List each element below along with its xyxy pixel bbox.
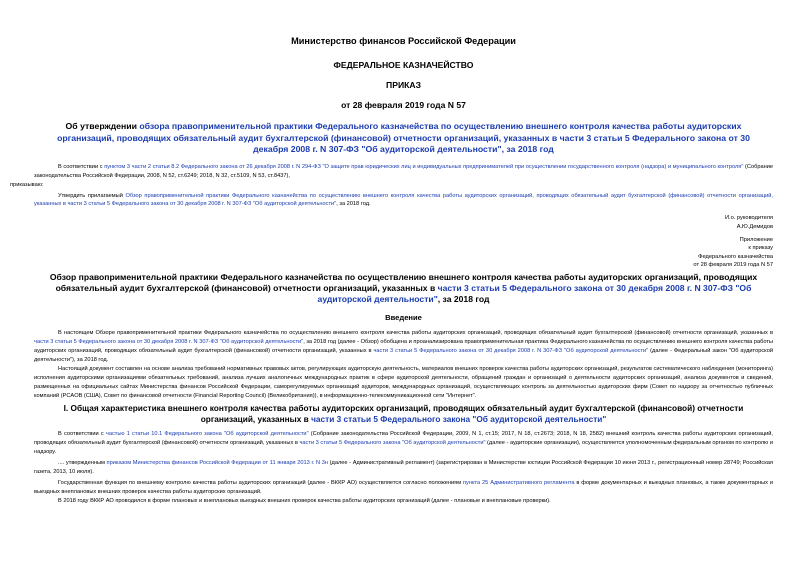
- title-prefix: Об утверждении: [65, 121, 140, 131]
- section1-paragraph-2: [34, 459, 773, 477]
- signature-block: [34, 214, 773, 231]
- intro1-law-link-1[interactable]: части 3 статьи 5 Федерального закона от 30 декабря 2008 г. N 307-ФЗ "Об аудиторской деятельности": [34, 339, 304, 346]
- s1p3-text-2: в форме документарных и выездных плановых, а также документарных и выездных внеплановых внешних проверок качества работы аудиторских организаций.: [34, 479, 773, 495]
- para2-text-1: Утвердить прилагаемый: [58, 192, 126, 199]
- order-paragraph-2: [34, 192, 773, 210]
- s1p4-text: В 2018 году ВККР АО проводился в форме плановых и внеплановых выездных внешних проверок качества работы аудиторских организаций (далее - плановые и внеплановые проверки).: [58, 497, 551, 504]
- doc-type-heading: ПРИКАЗ: [386, 80, 421, 90]
- s1p1-text-3: (далее - аудиторские организации), осуществляется уполномоченным федеральным органом по контролю и надзору.: [34, 440, 773, 456]
- intro1-text-2: , за 2018 год (далее - Обзор) обобщена и проанализирована правоприменительная практика Федерального казначейства по осуществлению внешнего контроля качества работы аудиторских организаций, проводящих обязательный аудит бухгалтерской (финансовой) отчетности организаций, указанных в: [34, 339, 773, 355]
- section1-text: I. Общая характеристика внешнего контроля качества работы аудиторских организаций, проводящих обязательный аудит бухгалтерской (финансовой) отчетности организаций, указанных в: [63, 402, 744, 424]
- intro-paragraph-1: [34, 329, 773, 365]
- intro-heading: Введение: [385, 313, 422, 323]
- para1-text-3: приказываю:: [10, 181, 44, 188]
- s1p1-text-1: В соответствии с: [58, 431, 106, 438]
- intro2-text: Настоящий документ составлен на основе анализа требований нормативных правовых актов, регулирующих аудиторскую деятельность, материалов внешних проверок качества работы аудиторских организаций, результатов систематического наблюдения (мониторинга) исполнения аудиторскими организациями обязательных требований, анализа лучших аналогичных международных практик в сфере аудиторской деятельности, обращений граждан и организаций о деятельности аудиторских организаций, анализа документов и сведений, размещенных на официальных сайтах Министерства финансов Российской Федерации, саморегулируемых организаций аудиторов, международных организаций, осуществляющих контроль за деятельностью аудиторских фирм (Совет по надзору за отчетностью публичных компаний (PCAOB (США), Совет по финансовой отчетности (Financial Reporting Council) (Великобритания)), в информационно-телекоммуникационной сети "Интернет".: [34, 366, 773, 399]
- para1-law-link[interactable]: пунктом 3 части 2 статьи 8.2 Федерального закона от 26 декабря 2008 г. N 294-ФЗ "О защите прав юридических лиц и индивидуальных предпринимателей при осуществлении государственного контроля (надзора) и муниципального контроля": [104, 163, 744, 170]
- s1p1-law-link-2[interactable]: части 3 статьи 5 Федерального закона "Об аудиторской деятельности": [299, 440, 486, 447]
- review-title-text-2: , за 2018 год: [437, 294, 490, 305]
- para2-review-link[interactable]: Обзор правоприменительной практики Федерального казначейства по осуществлению внешнего контроля качества работы аудиторских организаций, проводящих обязательный аудит бухгалтерской (финансовой) отчетности организаций, указанных в части 3 статьи 5 Федерального закона от 30 декабря 2008 г. N 307-ФЗ "Об аудиторской деятельности": [34, 192, 774, 208]
- appendix-line-1: Приложение: [739, 236, 773, 243]
- para1-text-2: (Собрание законодательства Российской Федерации, 2008, N 52, ст.6249; 2018, N 32, ст.5109, N 53, ст.8437),: [34, 163, 773, 179]
- title-link[interactable]: обзора правоприменительной практики Федерального казначейства по осуществлению внешнего контроля качества работы аудиторских организаций, проводящих обязательный аудит бухгалтерской (финансовой) отчетности организаций, указанных в части 3 статьи 5 Федерального закона от 30 декабря 2008 г. N 307-ФЗ "Об аудиторской деятельности", за 2018 год: [57, 121, 750, 155]
- s1p1-text-2: (Собрание законодательства Российской Федерации, 2009, N 1, ст.15; 2017, N 18, ст.2673; 2018, N 18, 2582) внешний контроль качества работы аудиторских организаций, проводящих обязательный аудит бухгалтерской (финансовой) отчетности организаций, указанных в: [34, 431, 773, 447]
- signature-name: А.Ю.Демидов: [736, 223, 773, 230]
- para1-text-1: В соответствии с: [58, 163, 105, 170]
- section1-paragraph-4: [34, 497, 773, 506]
- s1p2-text-1: .... утвержденным: [58, 460, 107, 467]
- section1-paragraph-3: [34, 479, 773, 497]
- intro-paragraph-2: [34, 365, 773, 401]
- agency-heading: ФЕДЕРАЛЬНОЕ КАЗНАЧЕЙСТВО: [333, 60, 474, 70]
- review-title-text-1: Обзор правоприменительной практики Федерального казначейства по осуществлению внешнего контроля качества работы аудиторских организаций, проводящих обязательный аудит бухгалтерской (финансовой) отчетности организаций, указанных в: [49, 271, 758, 294]
- review-title-link[interactable]: части 3 статьи 5 Федерального закона от 30 декабря 2008 г. N 307-ФЗ "Об аудиторской деятельности": [317, 283, 752, 305]
- doc-date: от 28 февраля 2019 года N 57: [341, 100, 466, 110]
- s1p3-regulation-link[interactable]: пункта 25 Административного регламента: [462, 479, 575, 486]
- appendix-block: [34, 236, 773, 270]
- s1p1-law-link-1[interactable]: частью 1 статьи 10.1 Федерального закона "Об аудиторской деятельности": [105, 431, 309, 438]
- s1p2-order-link[interactable]: приказом Министерства финансов Российской Федерации от 11 января 2013 г. N 3н: [106, 460, 329, 467]
- signature-position: И.о. руководителя: [724, 215, 773, 222]
- review-title: [48, 272, 759, 306]
- order-title: [42, 121, 765, 156]
- appendix-line-4: от 28 февраля 2019 года N 57: [693, 262, 773, 269]
- ministry-heading: Министерство финансов Российской Федерации: [291, 36, 516, 46]
- intro1-law-link-2[interactable]: части 3 статьи 5 Федерального закона от 30 декабря 2008 г. N 307-ФЗ "Об аудиторской деятельности": [373, 348, 649, 355]
- appendix-line-2: к приказу: [748, 245, 773, 252]
- intro1-text-1: В настоящем Обзоре правоприменительной практики Федерального казначейства по осуществлению внешнего контроля качества работы аудиторских организаций, проводящих обязательный аудит бухгалтерской (финансовой) отчетности организаций, указанных в: [58, 330, 773, 337]
- para2-text-2: , за 2018 год.: [336, 201, 371, 208]
- section-1-heading: [38, 403, 769, 425]
- order-paragraph-1: [10, 163, 773, 190]
- s1p2-text-2: (далее - Административный регламент) (зарегистрирован в Министерстве юстиции Российской Федерации 10 июня 2013 г., регистрационный номер 28749; Российская газета, 2013, 10 июля).: [34, 460, 773, 475]
- section1-paragraph-1: [34, 430, 773, 457]
- intro1-text-3: (далее - Федеральный закон "Об аудиторской деятельности"), за 2018 год.: [34, 348, 773, 364]
- appendix-line-3: Федерального казначейства: [698, 253, 773, 260]
- section1-law-link[interactable]: части 3 статьи 5 Федерального закона "Об аудиторской деятельности": [311, 413, 607, 424]
- s1p3-text-1: Государственная функция по внешнему контролю качества работы аудиторских организаций (далее - ВККР АО) осуществляется согласно положениям: [58, 479, 463, 486]
